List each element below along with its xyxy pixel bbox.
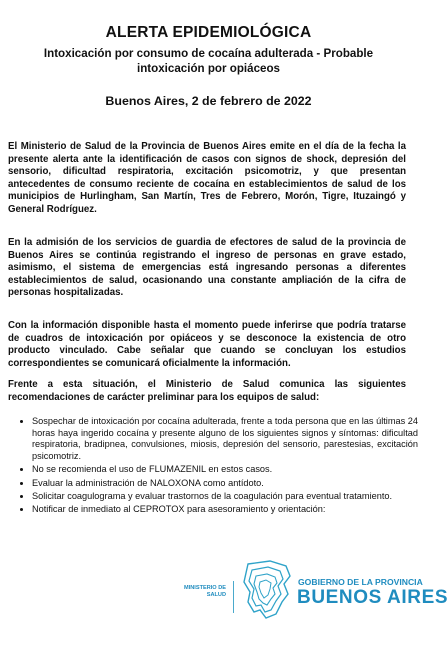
paragraph-recommendations-intro: Frente a esta situación, el Ministerio de Salud comunica las siguientes recomendaciones de carácter preliminar para los equipos de salud: (8, 379, 406, 403)
ministerio-de-salud-logo: MINISTERIO DE SALUD (184, 585, 226, 598)
paragraph-admission: En la admisión de los servicios de guardia de efectores de salud de la provincia de Buenos Aires se continúa registrando el ingreso de personas en grave estado, asimismo, el sistema de emergencias está ingresando personas a diferentes establecimientos de salud, ocasionando una constante ampliación de la cifra de personas hospitalizadas. (8, 237, 406, 299)
list-item: • Sospechar de intoxicación por cocaína adulterada, frente a toda persona que en las últimas 24 horas haya ingerido cocaína y presente alguno de los siguientes signos y síntomas: dificultad respiratoria, bradipnea, convulsiones, miosis, depresión del sensorio, parestesias, excitación psicomotriz. (32, 416, 418, 463)
footer-logos (0, 555, 448, 647)
list-item: • Solicitar coagulograma y evaluar trastornos de la coagulación para eventual tratamiento. (32, 491, 418, 503)
buenos-aires-province-map-logo-icon (240, 558, 294, 620)
document-subtitle: Intoxicación por consumo de cocaína adulterada - Probable intoxicación por opiáceos (43, 47, 374, 75)
list-item: • No se recomienda el uso de FLUMAZENIL en estos casos. (32, 464, 418, 476)
recommendations-list (16, 416, 418, 517)
paragraph-intro: El Ministerio de Salud de la Provincia de Buenos Aires emite en el día de la fecha la presente alerta ante la identificación de casos con signos de shock, depresión del sensorio, dificultad respiratoria, excitación psicomotriz, y que presentan antecedentes de consumo reciente de cocaína en establecimientos de salud de los municipios de Hurlingham, San Martín, Tres de Febrero, Morón, Tigre, Ituzaingó y General Rodríguez. (8, 141, 406, 215)
place-and-date: Buenos Aires, 2 de febrero de 2022 (105, 94, 312, 108)
provincia-label: BUENOS AIRES (297, 587, 448, 608)
list-item: • Evaluar la administración de NALOXONA como antídoto. (32, 478, 418, 490)
document-title: ALERTA EPIDEMIOLÓGICA (105, 24, 312, 41)
gobierno-label: GOBIERNO DE LA PROVINCIA (298, 577, 423, 587)
logo-divider (233, 581, 234, 613)
list-item: • Notificar de inmediato al CEPROTOX para asesoramiento y orientación: (32, 504, 418, 516)
paragraph-information: Con la información disponible hasta el momento puede inferirse que podría tratarse de cuadros de intoxicación por opiáceos y se desconoce la existencia de otro producto vinculado. Cabe señalar que cuando se concluyan los estudios correspondientes se comunicará oficialmente la información. (8, 320, 406, 369)
